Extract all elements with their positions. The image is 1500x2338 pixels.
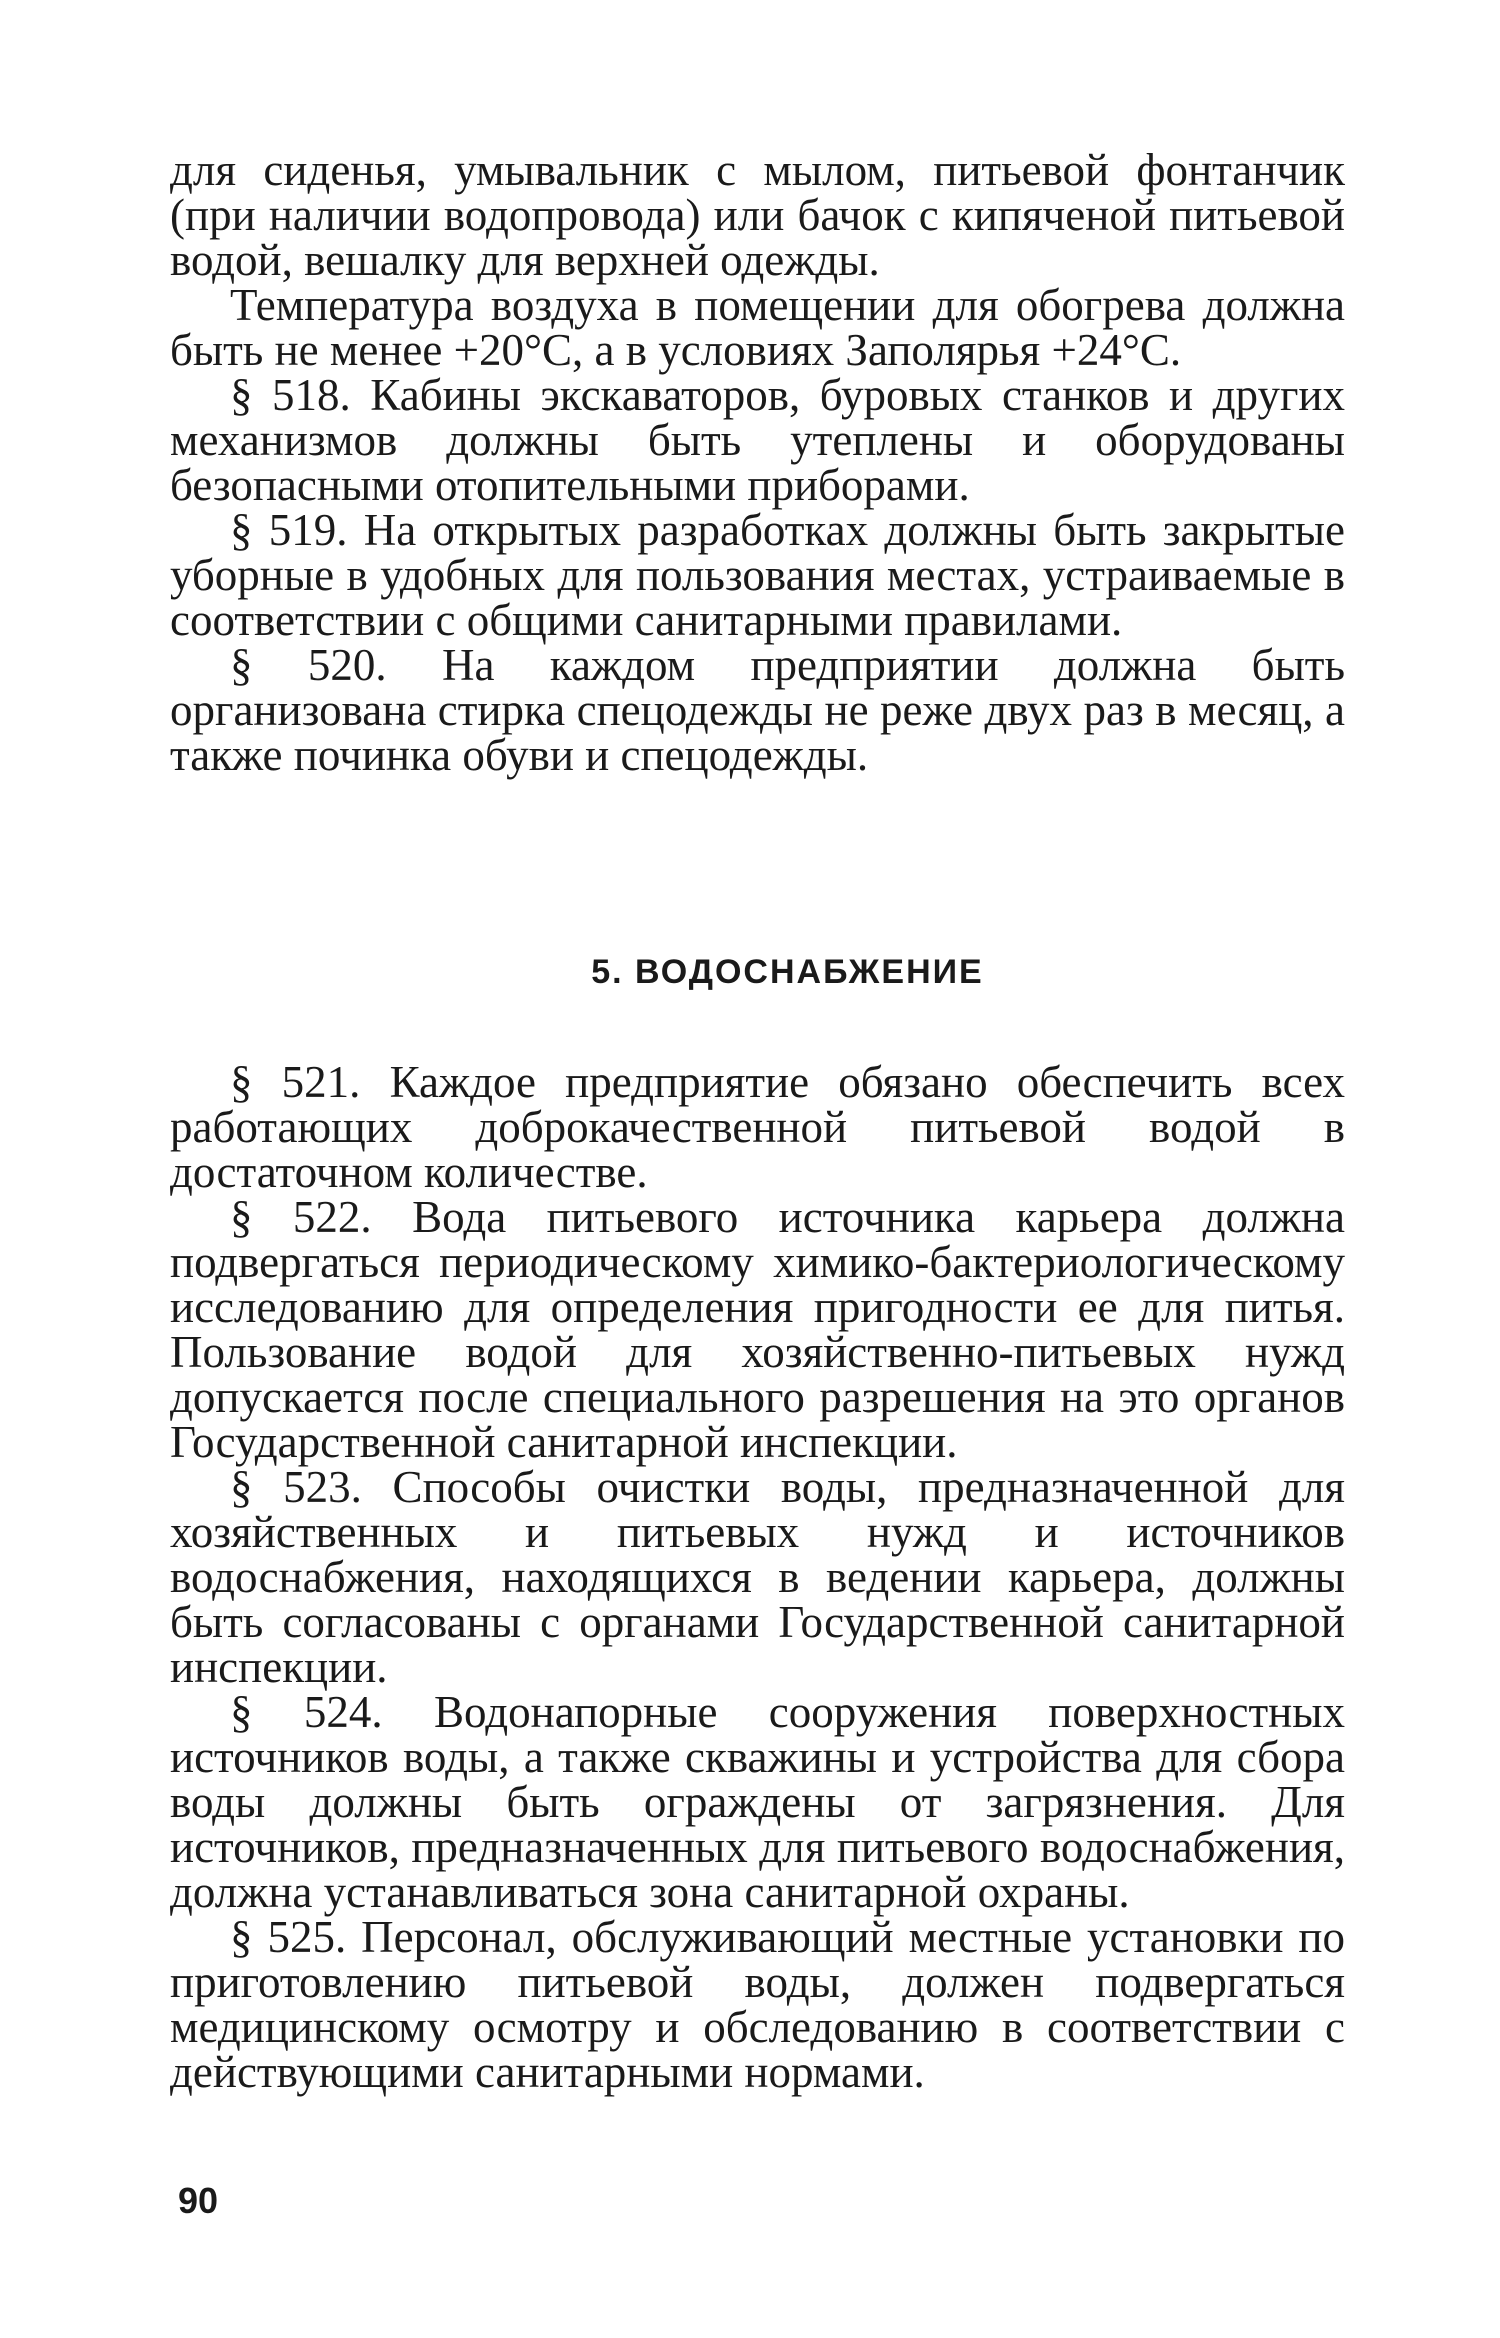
paragraph-521: § 521. Каждое предприятие обязано обеспечить всех работающих доброкачественной питьевой водой в достаточном количестве. [170, 1057, 1345, 1197]
paragraph-520: § 520. На каждом предприятии должна быть организована стирка спецодежды не реже двух раз в месяц, а также починка обуви и спецодежды. [170, 640, 1345, 780]
page-number: 90 [178, 2180, 219, 2221]
page-body [170, 145, 1345, 2097]
paragraph-523: § 523. Способы очистки воды, предназначенной для хозяйственных и питьевых нужд и источников водоснабжения, находящихся в ведении карьера, должны быть согласованы с органами Государственной санитарной инспекции. [170, 1462, 1345, 1692]
paragraph-519: § 519. На открытых разработках должны быть закрытые уборные в удобных для пользования местах, устраиваемые в соответствии с общими санитарными правилами. [170, 505, 1345, 645]
paragraph-522: § 522. Вода питьевого источника карьера должна подвергаться периодическому химико-бактериологическому исследованию для определения пригодности ее для питья. Пользование водой для хозяйственно-питьевых нужд допускается после специального разрешения на это органов Государственной санитарной инспекции. [170, 1192, 1345, 1467]
paragraph-524: § 524. Водонапорные сооружения поверхностных источников воды, а также скважины и устройства для сбора воды должны быть ограждены от загрязнения. Для источников, предназначенных для питьевого водоснабжения, должна устанавливаться зона санитарной охраны. [170, 1687, 1345, 1917]
paragraph-518: § 518. Кабины экскаваторов, буровых станков и других механизмов должны быть утеплены и оборудованы безопасными отопительными приборами. [170, 370, 1345, 510]
paragraph-525: § 525. Персонал, обслуживающий местные установки по приготовлению питьевой воды, должен подвергаться медицинскому осмотру и обследованию в соответствии с действующими санитарными нормами. [170, 1912, 1345, 2097]
section-water-supply [170, 1057, 1345, 2097]
paragraph-temperature: Температура воздуха в помещении для обогрева должна быть не менее +20°С, а в условиях Заполярья +24°С. [170, 280, 1345, 375]
paragraph-continuation: для сиденья, умывальник с мылом, питьевой фонтанчик (при наличии водопровода) или бачок с кипяченой питьевой водой, вешалку для верхней одежды. [170, 145, 1345, 285]
section-heading: 5. ВОДОСНАБЖЕНИЕ [591, 953, 984, 991]
